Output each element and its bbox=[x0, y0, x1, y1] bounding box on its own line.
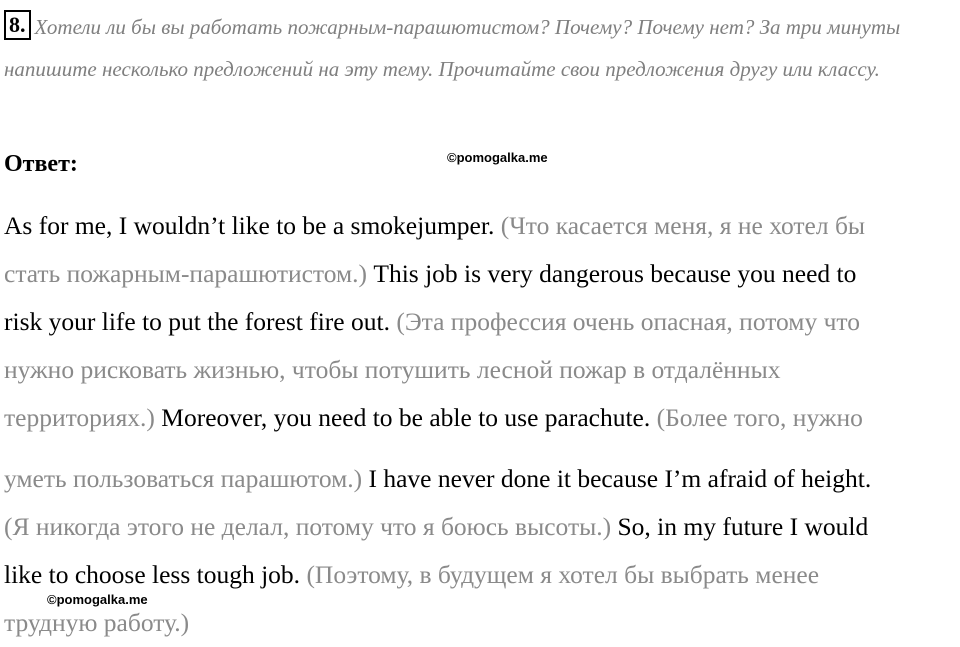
answer-line bbox=[4, 394, 960, 442]
answer-text bbox=[4, 202, 960, 647]
english-sentence: As for me, I wouldn’t like to be a smokejumper. bbox=[4, 211, 501, 240]
answer-heading: Ответ: bbox=[4, 151, 78, 177]
russian-translation: территориях.) bbox=[4, 403, 162, 432]
answer-line bbox=[4, 346, 960, 394]
english-sentence: Moreover, you need to be able to use parachute. bbox=[161, 403, 657, 432]
english-sentence: like to choose less tough job. bbox=[4, 560, 307, 589]
answer-line bbox=[4, 455, 960, 503]
russian-translation: (Я никогда этого не делал, потому что я боюсь высоты.) bbox=[4, 512, 618, 541]
russian-translation: (Эта профессия очень опасная, потому что bbox=[396, 307, 860, 336]
russian-translation: уметь пользоваться парашютом.) bbox=[4, 464, 369, 493]
english-sentence: This job is very dangerous because you need to bbox=[373, 259, 857, 288]
answer-line bbox=[4, 298, 960, 346]
russian-translation: (Поэтому, в будущем я хотел бы выбрать менее bbox=[306, 560, 820, 589]
answer-line bbox=[4, 503, 960, 551]
watermark-bottom: ©pomogalka.me bbox=[47, 592, 148, 607]
russian-translation: (Более того, нужно bbox=[656, 403, 863, 432]
task-number: 8. bbox=[4, 10, 31, 40]
task-text: Хотели ли бы вы работать пожарным-парашютистом? Почему? Почему нет? За три минуты напишите несколько предложений на эту тему. Прочитайте свои предложения другу или классу. bbox=[4, 15, 901, 81]
russian-translation: трудную работу.) bbox=[4, 608, 190, 637]
watermark-top: ©pomogalka.me bbox=[447, 150, 548, 165]
answer-line bbox=[4, 250, 960, 298]
russian-translation: стать пожарным-парашютистом.) bbox=[4, 259, 374, 288]
english-sentence: risk your life to put the forest fire out. bbox=[4, 307, 397, 336]
answer-line bbox=[4, 202, 960, 250]
task-prompt bbox=[4, 6, 956, 90]
english-sentence: I have never done it because I’m afraid of height. bbox=[368, 464, 872, 493]
russian-translation: нужно рисковать жизнью, чтобы потушить лесной пожар в отдалённых bbox=[4, 355, 781, 384]
russian-translation: (Что касается меня, я не хотел бы bbox=[500, 211, 866, 240]
english-sentence: So, in my future I would bbox=[617, 512, 869, 541]
